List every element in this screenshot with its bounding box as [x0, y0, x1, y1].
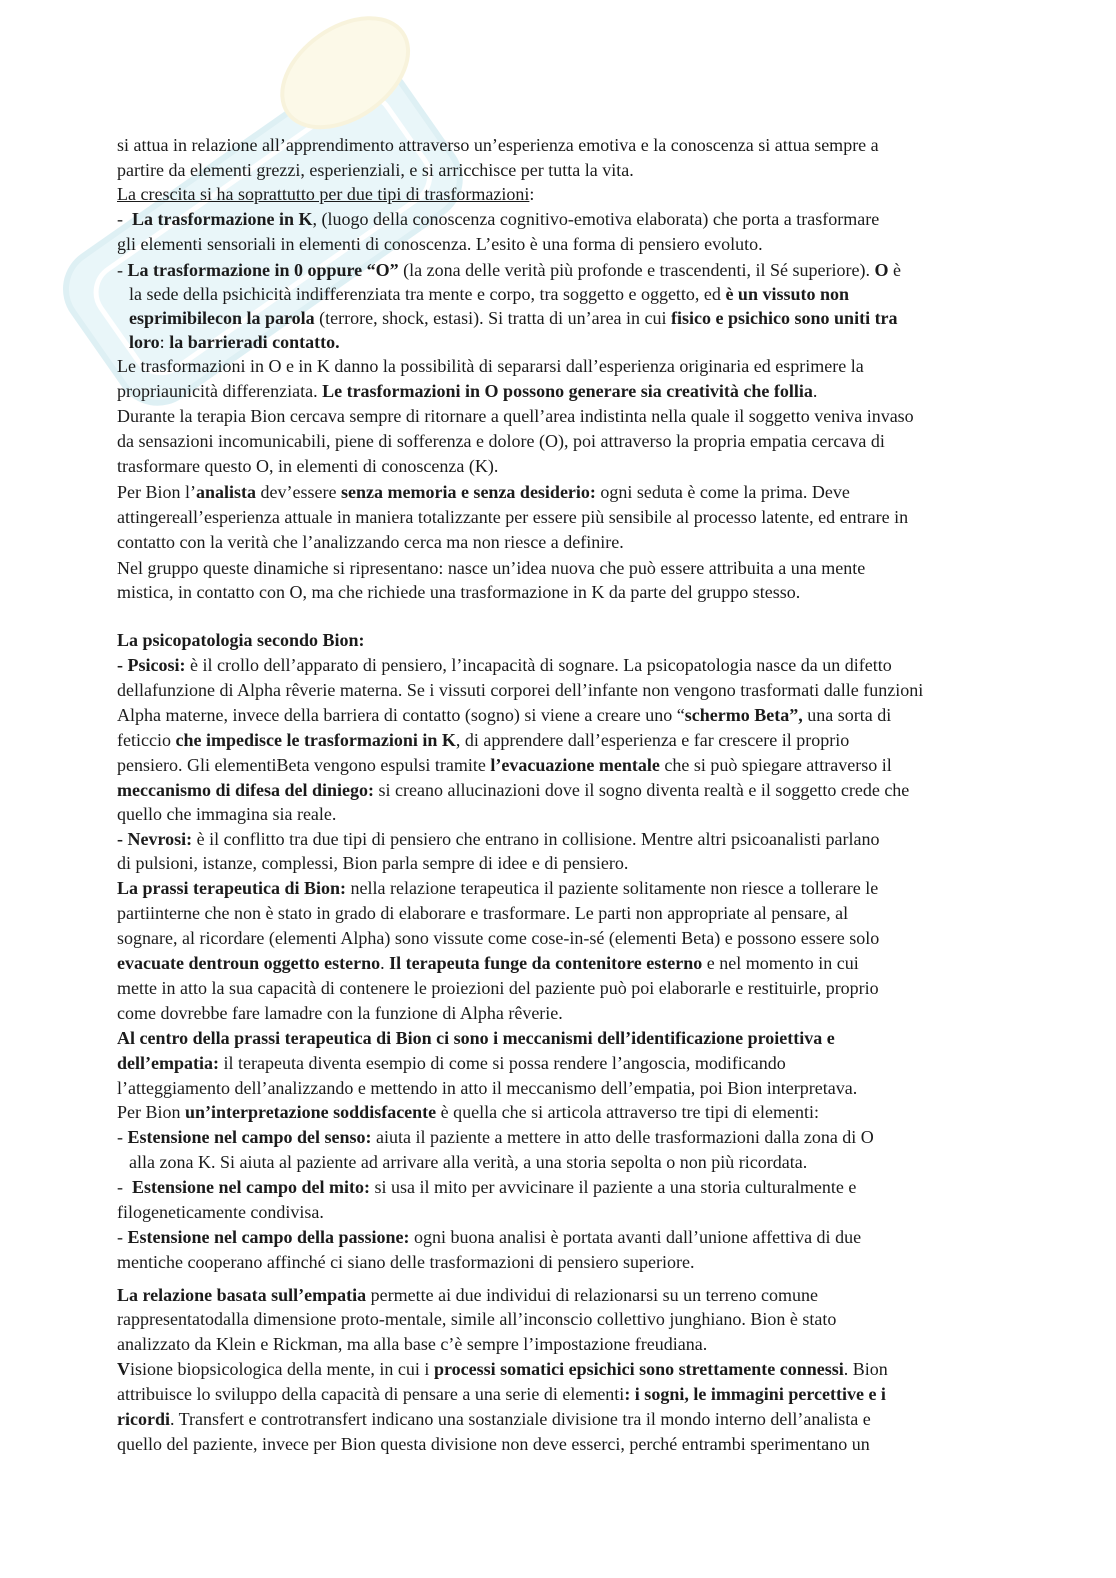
text-line: [129, 1149, 807, 1175]
text-line: [117, 1306, 836, 1332]
text-run: il terapeuta diventa esempio di come si possa rendere l’angoscia, modificando: [218, 1053, 786, 1073]
text-run: Nel gruppo queste dinamiche si ripresentano: nasce un’idea nuova che può essere attribuita a una mente: [117, 558, 866, 578]
text-line: [117, 975, 879, 1001]
text-line: [117, 132, 879, 158]
bold-text-run: Estensione nel campo della passione:: [127, 1227, 410, 1247]
text-line: [117, 1199, 324, 1225]
text-line: [117, 1099, 819, 1125]
text-line: [117, 1025, 835, 1051]
text-run: filogeneticamente condivisa.: [117, 1202, 324, 1222]
bold-text-run: senza memoria e senza desiderio:: [340, 482, 596, 502]
text-line: [117, 850, 628, 876]
bold-text-run: Al centro della prassi terapeutica di Bion ci sono i meccanismi dell’identificazione proiettiva e: [117, 1028, 835, 1048]
bold-text-run: che impedisce le trasformazioni in K: [175, 730, 456, 750]
text-run: che si può spiegare attraverso il: [659, 755, 892, 775]
text-run: e nel momento in cui: [702, 953, 859, 973]
text-run: :: [529, 184, 535, 204]
text-line: [117, 1381, 886, 1407]
text-line: [117, 181, 534, 207]
text-run: sognare, al ricordare (elementi Alpha) sono vissute come cose-in-sé (elementi Beta) e possono essere solo: [117, 928, 880, 948]
bold-text-run: è un vissuto non: [725, 284, 849, 304]
text-line: [117, 1124, 874, 1150]
text-line: [117, 652, 892, 678]
text-run: Le trasformazioni in O e in K danno la possibilità di separarsi dall’esperienza originaria ed esprimere la: [117, 356, 864, 376]
text-run: .: [380, 953, 390, 973]
text-run: si attua in relazione all’apprendimento attraverso un’esperienza emotiva e la conoscenza si attua sempre a: [117, 135, 879, 155]
bold-text-run: Le trasformazioni in O possono generare sia creatività che follia: [322, 381, 813, 401]
text-run: gli elementi sensoriali in elementi di conoscenza. L’esito è una forma di pensiero evoluto.: [117, 234, 763, 254]
text-line: [117, 1282, 818, 1308]
text-line: [117, 627, 365, 653]
text-run: . Bion: [843, 1359, 888, 1379]
text-line: [117, 231, 763, 257]
bold-text-run: Estensione nel campo del senso:: [127, 1127, 372, 1147]
text-run: è il crollo dell’apparato di pensiero, l’incapacità di sognare. La psicopatologia nasce da un difetto: [185, 655, 892, 675]
bold-text-run: Il terapeuta funge da contenitore esterno: [389, 953, 703, 973]
text-run: La crescita si ha soprattutto per due tipi di trasformazioni: [117, 184, 530, 204]
text-run: dev’essere: [256, 482, 341, 502]
text-run: una sorta di: [802, 705, 892, 725]
text-line: [117, 1075, 857, 1101]
text-line: [117, 579, 800, 605]
text-line: [117, 925, 879, 951]
text-run: analizzato da Klein e Rickman, ma alla base c’è sempre l’impostazione freudiana.: [117, 1334, 708, 1354]
bold-text-run: La trasformazione in K: [132, 209, 313, 229]
text-line: [129, 281, 849, 307]
bold-text-run: esprimibilecon la parola: [129, 308, 315, 328]
text-run: :: [159, 332, 170, 352]
text-run: come dovrebbe fare lamadre con la funzione di Alpha rêverie.: [117, 1003, 563, 1023]
text-run: alla zona K. Si aiuta al paziente ad arrivare alla verità, a una storia sepolta o non più ricordata.: [129, 1152, 808, 1172]
text-run: Per Bion l’: [117, 482, 196, 502]
text-run: aiuta il paziente a mettere in atto delle trasformazioni dalla zona di O: [371, 1127, 874, 1147]
bold-text-run: : i sogni, le immagini percettive e i: [624, 1384, 886, 1404]
bold-text-run: l’evacuazione mentale: [490, 755, 660, 775]
text-line: [117, 428, 885, 454]
text-line: [117, 353, 864, 379]
text-run: mette in atto la sua capacità di contenere le proiezioni del paziente può poi elaborarle e restituirle, proprio: [117, 978, 879, 998]
bold-text-run: La relazione basata sull’empatia: [117, 1285, 367, 1305]
text-line: [117, 875, 878, 901]
text-line: [117, 950, 859, 976]
text-run: trasformare questo O, in elementi di conoscenza (K).: [117, 456, 499, 476]
text-run: Alpha materne, invece della barriera di contatto (sogno) si viene a creare uno “: [117, 705, 685, 725]
text-line: [117, 453, 498, 479]
text-run: pensiero. Gli elementiBeta vengono espulsi tramite: [117, 755, 491, 775]
text-run: è quella che si articola attraverso tre tipi di elementi:: [436, 1102, 820, 1122]
text-run: Durante la terapia Bion cercava sempre di ritornare a quell’area indistinta nella quale il soggetto veniva invaso: [117, 406, 914, 426]
bold-text-run: ricordi: [117, 1409, 170, 1429]
bold-text-run: loro: [129, 332, 160, 352]
bold-text-run: Estensione nel campo del mito:: [132, 1177, 370, 1197]
text-run: partiinterne che non è stato in grado di elaborare e trasformare. Le parti non appropriate al pensare, al: [117, 903, 849, 923]
text-run: feticcio: [117, 730, 176, 750]
text-run: .: [812, 381, 818, 401]
text-run: mistica, in contatto con O, ma che richiede una trasformazione in K da parte del gruppo stesso.: [117, 582, 801, 602]
text-line: [117, 727, 849, 753]
text-line: [117, 900, 848, 926]
text-run: ogni seduta è come la prima. Deve: [595, 482, 850, 502]
text-line: [117, 479, 850, 505]
text-line: [117, 257, 901, 283]
text-run: si creano allucinazioni dove il sogno diventa realtà e il soggetto crede che: [374, 780, 910, 800]
bold-text-run: La psicopatologia secondo Bion:: [117, 630, 365, 650]
text-run: . Transfert e controtransfert indicano una sostanziale divisione tra il mondo interno dell’analista e: [169, 1409, 871, 1429]
text-run: (terrore, shock, estasi). Si tratta di un’area in cui: [314, 308, 672, 328]
text-run: partire da elementi grezzi, esperienziali, e si arricchisce per tutta la vita.: [117, 160, 634, 180]
text-run: -: [117, 260, 128, 280]
text-run: ogni buona analisi è portata avanti dall’unione affettiva di due: [409, 1227, 862, 1247]
text-run: , (luogo della conoscenza cognitivo-emotiva elaborata) che porta a trasformare: [312, 209, 880, 229]
text-run: si usa il mito per avvicinare il paziente a una storia culturalmente e: [370, 1177, 857, 1197]
text-line: [117, 555, 865, 581]
bold-text-run: La trasformazione in 0 oppure “O”: [127, 260, 399, 280]
text-run: rappresentatodalla dimensione proto-mentale, simile all’inconscio collettivo junghiano. Bion è stato: [117, 1309, 837, 1329]
text-line: [129, 305, 898, 331]
text-line: [117, 504, 908, 530]
text-run: Per Bion: [117, 1102, 186, 1122]
text-run: (la zona delle verità più profonde e trascendenti, il Sé superiore).: [398, 260, 875, 280]
text-line: [129, 329, 340, 355]
text-line: [117, 1249, 694, 1275]
text-run: dellafunzione di Alpha rêverie materna. Se i vissuti corporei dell’infante non vengono trasformati dalle funzioni: [117, 680, 924, 700]
text-run: quello che immagina sia reale.: [117, 804, 337, 824]
bold-text-run: processi somatici epsichici sono strettamente connessi: [433, 1359, 844, 1379]
text-run: da sensazioni incomunicabili, piene di sofferenza e dolore (O), poi attraverso la propria empatia cercava di: [117, 431, 885, 451]
text-line: [117, 826, 879, 852]
text-line: [117, 777, 909, 803]
text-run: isione biopsicologica della mente, in cui i: [130, 1359, 434, 1379]
text-run: permette ai due individui di relazionarsi su un terreno comune: [366, 1285, 819, 1305]
bold-text-run: fisico e psichico sono uniti tra: [671, 308, 898, 328]
text-run: quello del paziente, invece per Bion questa divisione non deve esserci, perché entrambi sperimentano un: [117, 1434, 870, 1454]
text-line: [117, 702, 891, 728]
text-run: di pulsioni, istanze, complessi, Bion parla sempre di idee e di pensiero.: [117, 853, 629, 873]
text-line: [117, 1224, 861, 1250]
text-line: [117, 1000, 563, 1026]
bold-text-run: La prassi terapeutica di Bion:: [117, 878, 347, 898]
text-run: contatto con la verità che l’analizzando cerca ma non riesce a definire.: [117, 532, 624, 552]
text-line: [117, 752, 892, 778]
text-run: propriaunicità differenziata.: [117, 381, 323, 401]
text-line: [117, 529, 624, 555]
text-run: -: [117, 1227, 128, 1247]
bold-text-run: - Psicosi:: [117, 655, 186, 675]
bold-text-run: la barrieradi contatto.: [169, 332, 340, 352]
bold-text-run: meccanismo di difesa del diniego:: [117, 780, 374, 800]
text-line: [117, 801, 336, 827]
bold-text-run: evacuate dentroun oggetto esterno: [117, 953, 381, 973]
text-run: è il conflitto tra due tipi di pensiero che entrano in collisione. Mentre altri psicoanalisti parlano: [192, 829, 880, 849]
text-line: [117, 206, 879, 232]
bold-text-run: V: [117, 1359, 130, 1379]
text-run: l’atteggiamento dell’analizzando e mettendo in atto il meccanismo dell’empatia, poi Bion interpretava.: [117, 1078, 858, 1098]
bold-text-run: schermo Beta”,: [684, 705, 803, 725]
text-line: [117, 1406, 871, 1432]
bold-text-run: un’interpretazione soddisfacente: [185, 1102, 437, 1122]
text-line: [117, 1356, 888, 1382]
text-run: nella relazione terapeutica il paziente solitamente non riesce a tollerare le: [346, 878, 879, 898]
bold-text-run: O: [874, 260, 889, 280]
text-run: -: [117, 1177, 132, 1197]
text-run: attingereall’esperienza attuale in maniera totalizzante per essere più sensibile al processo latente, ed entrare in: [117, 507, 909, 527]
text-run: è: [888, 260, 902, 280]
bold-text-run: - Nevrosi:: [117, 829, 193, 849]
text-run: la sede della psichicità indifferenziata tra mente e corpo, tra soggetto e oggetto, ed: [129, 284, 726, 304]
text-line: [117, 677, 923, 703]
text-run: -: [117, 1127, 128, 1147]
text-line: [117, 1050, 786, 1076]
text-line: [117, 403, 914, 429]
bold-text-run: dell’empatia:: [117, 1053, 219, 1073]
text-run: -: [117, 209, 132, 229]
text-line: [117, 1174, 856, 1200]
text-line: [117, 1431, 870, 1457]
bold-text-run: analista: [196, 482, 257, 502]
text-run: attribuisce lo sviluppo della capacità di pensare a una serie di elementi: [117, 1384, 625, 1404]
text-run: mentiche cooperano affinché ci siano delle trasformazioni di pensiero superiore.: [117, 1252, 695, 1272]
text-run: , di apprendere dall’esperienza e far crescere il proprio: [455, 730, 850, 750]
text-line: [117, 157, 634, 183]
text-line: [117, 378, 817, 404]
text-line: [117, 1331, 707, 1357]
